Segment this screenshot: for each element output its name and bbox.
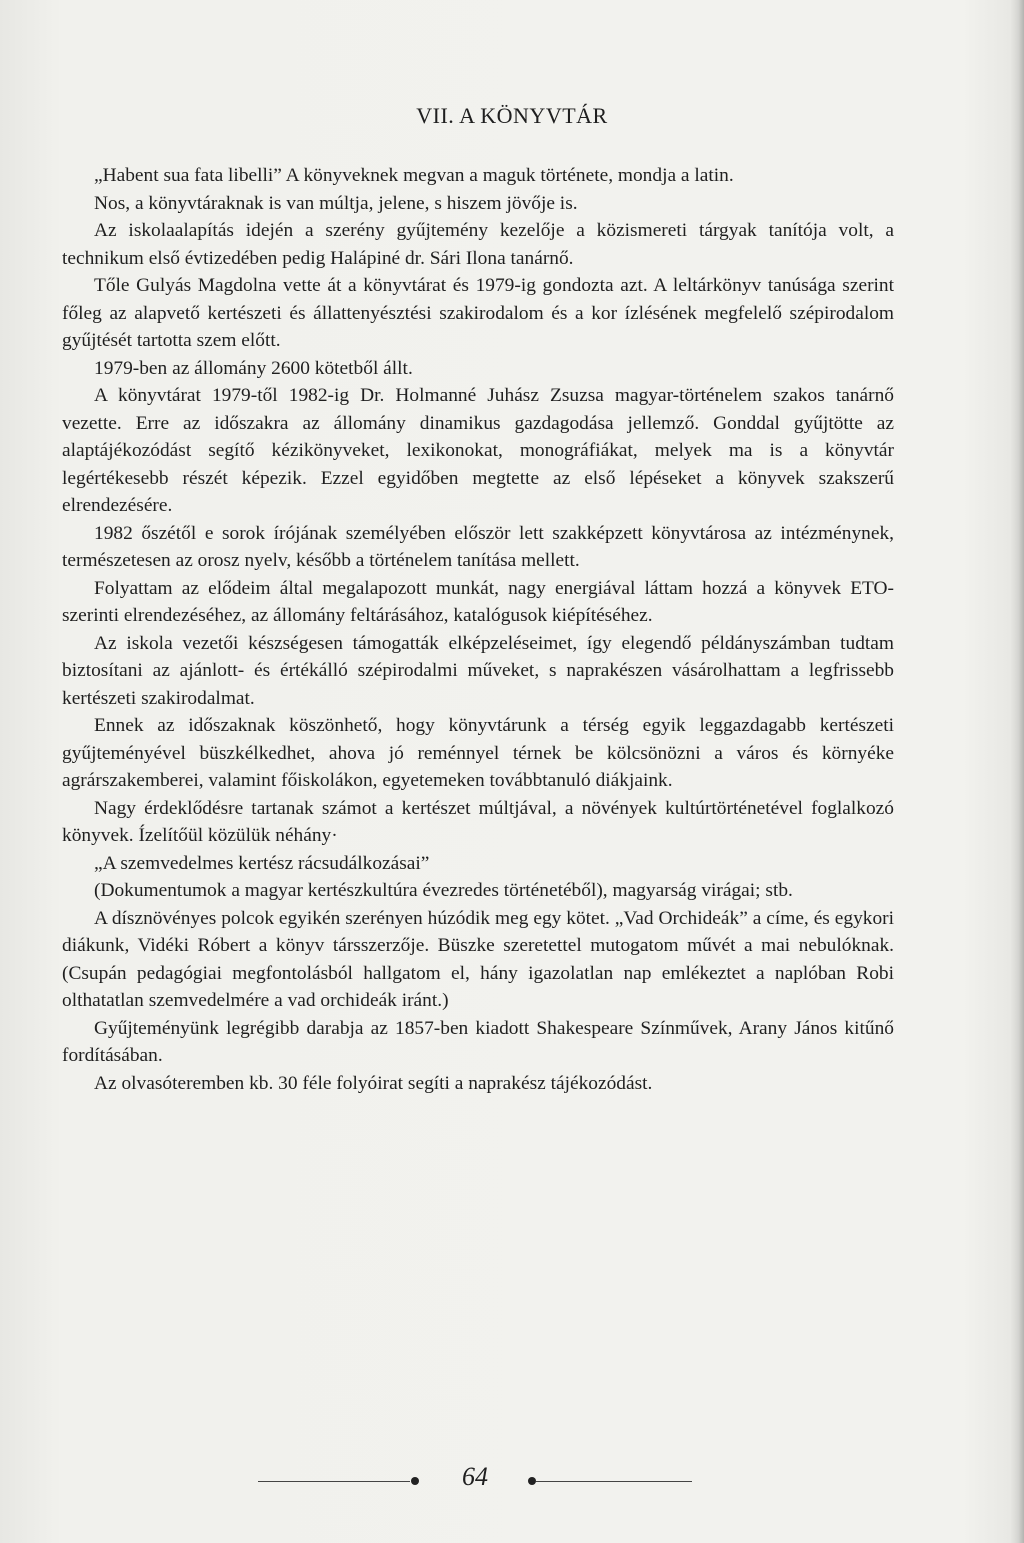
paragraph: (Dokumentumok a magyar kertészkultúra évezredes történetéből), magyarság virágai; stb. [94,880,793,901]
paragraph: Az iskola vezetői készségesen támogatták elképzeléseimet, így elegendő példányszámban tudtam biztosítani az ajánlott- és értékálló szépirodalmi műveket, s naprakészen vásárolhattam a legfrissebb kertészeti szakirodalmat. [62,632,894,709]
page-footer [0,1462,1024,1492]
paragraph: 1982 őszétől e sorok írójának személyében először lett szakképzett könyvtárosa az intézménynek, természetesen az orosz nyelv, később a történelem tanítása mellett. [62,522,894,571]
page-number: 64 [462,1462,488,1491]
paragraph: Nos, a könyvtáraknak is van múltja, jelene, s hiszem jövője is. [94,192,578,214]
paragraph: „A szemvedelmes kertész rácsudálkozásai” [94,852,430,874]
paragraph: Folyattam az elődeim által megalapozott munkát, nagy energiával láttam hozzá a könyvek ETO-szerinti elrendezéséhez, az állomány feltárásához, katalógusok kiépítéséhez. [62,577,894,626]
paragraph: Gyűjteményünk legrégibb darabja az 1857-ben kiadott Shakespeare Színművek, Arany János kitűnő fordításában. [62,1017,894,1066]
footer-dot-right [528,1477,536,1485]
chapter-body [62,162,894,1097]
footer-rule-left [258,1481,410,1482]
page-spine-shadow [1010,0,1024,1543]
paragraph: „Habent sua fata libelli” A könyveknek megvan a maguk története, mondja a latin. [94,165,734,186]
paragraph: 1979-ben az állomány 2600 kötetből állt. [94,357,413,379]
footer-dot-left [411,1477,419,1485]
chapter-heading: VII. A KÖNYVTÁR [416,103,608,128]
paragraph: Tőle Gulyás Magdolna vette át a könyvtárat és 1979-ig gondozta azt. A leltárkönyv tanúsága szerint főleg az alapvető kertészeti és állattenyésztési szakirodalom és a kor ízlésének megfelelő szépirodalom gyűjtését tartotta szem előtt. [62,275,894,351]
paragraph: Az olvasóteremben kb. 30 féle folyóirat segíti a naprakész tájékozódást. [94,1072,653,1094]
paragraph: Ennek az időszaknak köszönhető, hogy könyvtárunk a térség egyik leggazdagabb kertészeti gyűjteményével büszkélkedhet, ahova jó reménnyel térnek be kölcsönözni a város és környéke agrárszakemberei, valamint főiskolákon, egyetemeken továbbtanuló diákjaink. [62,715,894,791]
footer-rule-right [536,1481,692,1482]
paragraph: A könyvtárat 1979-től 1982-ig Dr. Holmanné Juhász Zsuzsa magyar-történelem szakos tanárnő vezette. Erre az időszakra az állomány dinamikus gazdagodása jellemző. Gonddal gyűjtötte az alaptájékozódást segítő kézikönyveket, lexikonokat, monográfiákat, melyek ma is a könyvtár legértékesebb részét képezik. Ezzel egyidőben megtette az első lépéseket a könyvek szakszerű elrendezésére. [62,385,894,516]
paragraph: Az iskolaalapítás idején a szerény gyűjtemény kezelője a közismereti tárgyak tanítója volt, a technikum első évtizedében pedig Halápiné dr. Sári Ilona tanárnő. [62,220,894,269]
paragraph: Nagy érdeklődésre tartanak számot a kertészet múltjával, a növények kultúrtörténetével foglalkozó könyvek. Ízelítőül közülük néhány· [62,797,894,846]
paragraph: A dísznövényes polcok egyikén szerényen húzódik meg egy kötet. „Vad Orchideák” a címe, és egykori diákunk, Vidéki Róbert a könyv társszerzője. Büszke szeretettel mutogatom művét a mai nebulóknak. (Csupán pedagógiai megfontolásból hallgatom el, hány igazolatlan nap emlékeztet a naplóban Robi olthatatlan szemvedelmére a vad orchideák iránt.) [62,907,894,1011]
